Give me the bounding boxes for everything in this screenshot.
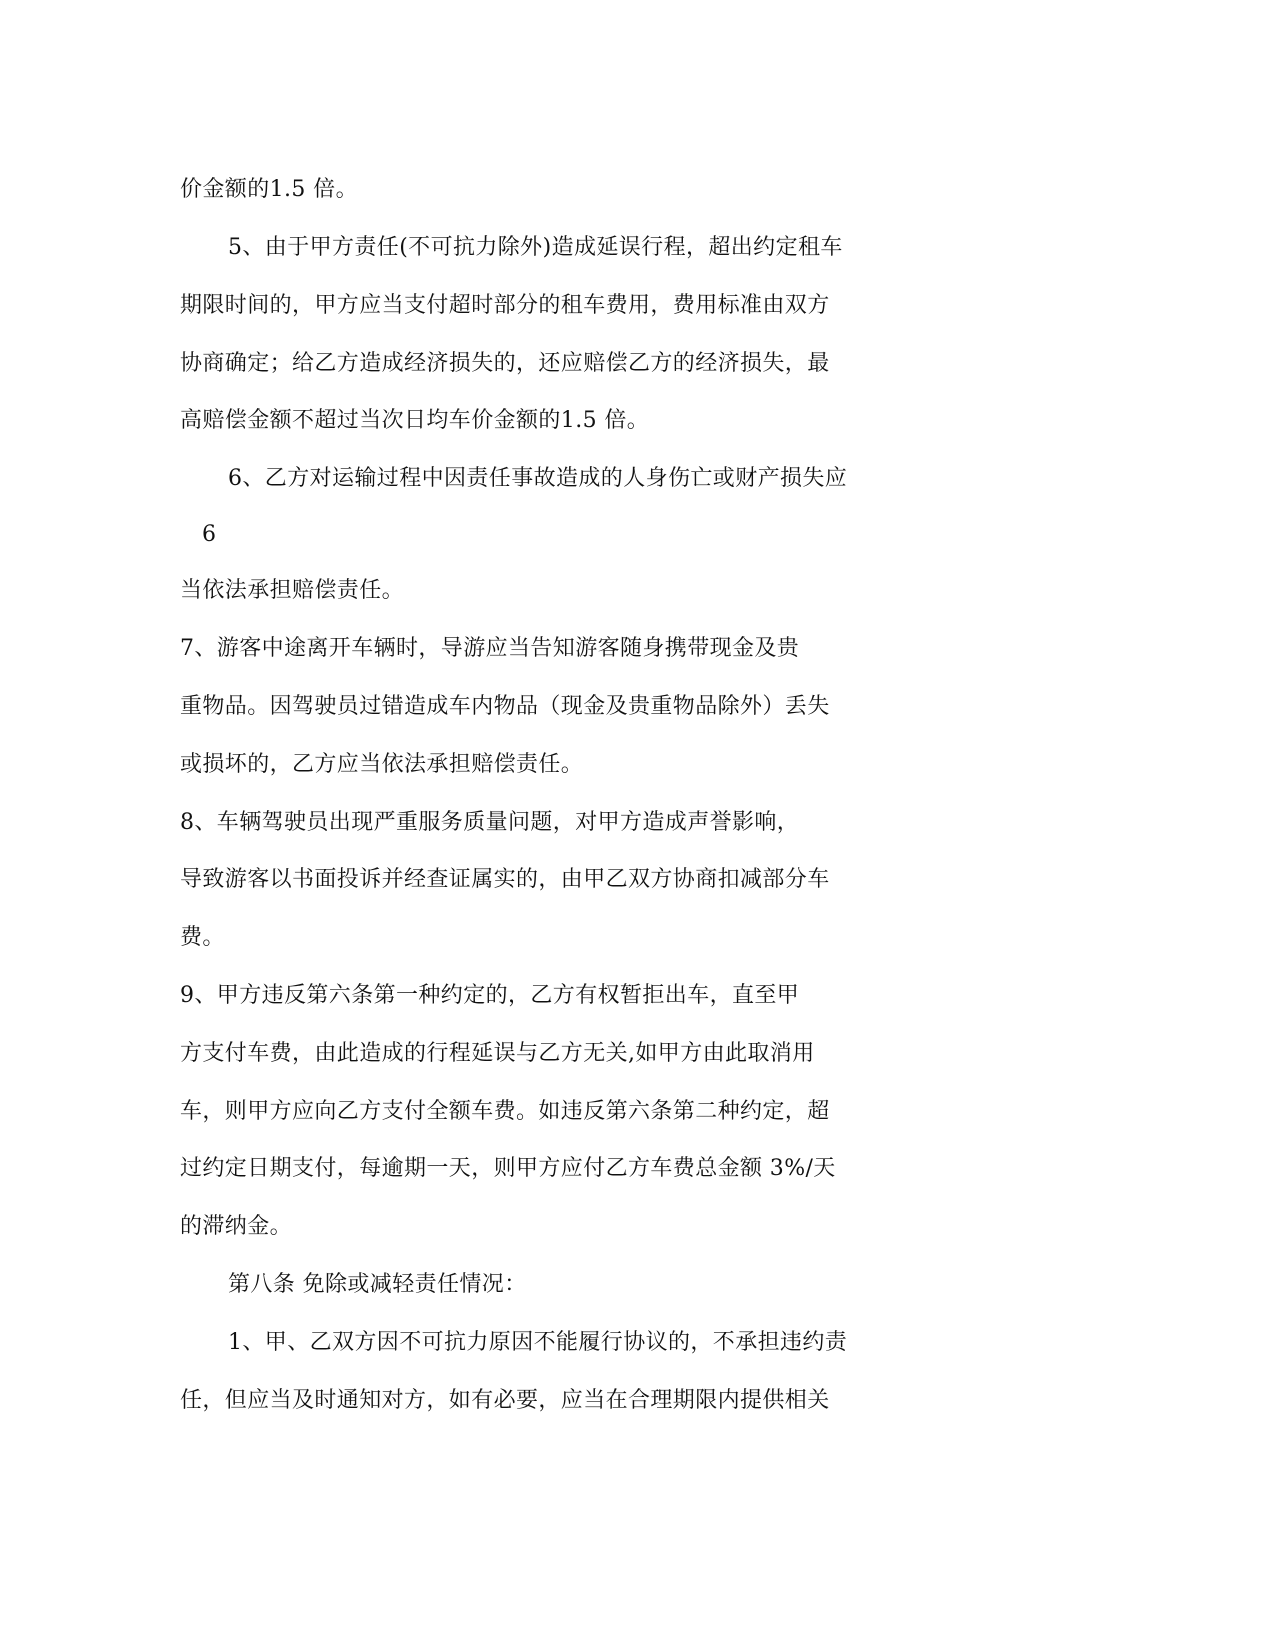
text-line: 或损坏的，乙方应当依法承担赔偿责任。 [180,752,584,777]
text-line: 价金额的1.5 倍。 [180,177,358,202]
text-line: 7、游客中途离开车辆时，导游应当告知游客随身携带现金及贵 [180,636,800,661]
section-heading: 第八条 免除或减轻责任情况： [228,1272,527,1297]
page-number: 6 [202,522,217,547]
text-line: 任，但应当及时通知对方，如有必要，应当在合理期限内提供相关 [180,1388,830,1413]
text-line: 1、甲、乙双方因不可抗力原因不能履行协议的，不承担违约责 [228,1330,848,1355]
text-line: 9、甲方违反第六条第一种约定的，乙方有权暂拒出车，直至甲 [180,983,800,1008]
text-line: 当依法承担赔偿责任。 [180,578,405,603]
text-line: 导致游客以书面投诉并经查证属实的，由甲乙双方协商扣减部分车 [180,867,830,892]
text-line: 车，则甲方应向乙方支付全额车费。如违反第六条第二种约定，超 [180,1099,830,1124]
text-line: 重物品。因驾驶员过错造成车内物品（现金及贵重物品除外）丢失 [180,694,830,719]
text-line: 5、由于甲方责任(不可抗力除外)造成延误行程，超出约定租车 [228,235,843,260]
text-line: 协商确定；给乙方造成经济损失的，还应赔偿乙方的经济损失，最 [180,351,830,376]
text-line: 高赔偿金额不超过当次日均车价金额的1.5 倍。 [180,408,650,433]
text-line: 费。 [180,925,225,950]
text-line: 方支付车费，由此造成的行程延误与乙方无关,如甲方由此取消用 [180,1041,815,1066]
text-line: 6、乙方对运输过程中因责任事故造成的人身伤亡或财产损失应 [228,466,848,491]
text-line: 期限时间的，甲方应当支付超时部分的租车费用，费用标准由双方 [180,293,830,318]
text-line: 8、车辆驾驶员出现严重服务质量问题，对甲方造成声誉影响， [180,810,800,835]
text-line: 的滞纳金。 [180,1214,293,1239]
text-line: 过约定日期支付，每逾期一天，则甲方应付乙方车费总金额 3%/天 [180,1156,836,1181]
